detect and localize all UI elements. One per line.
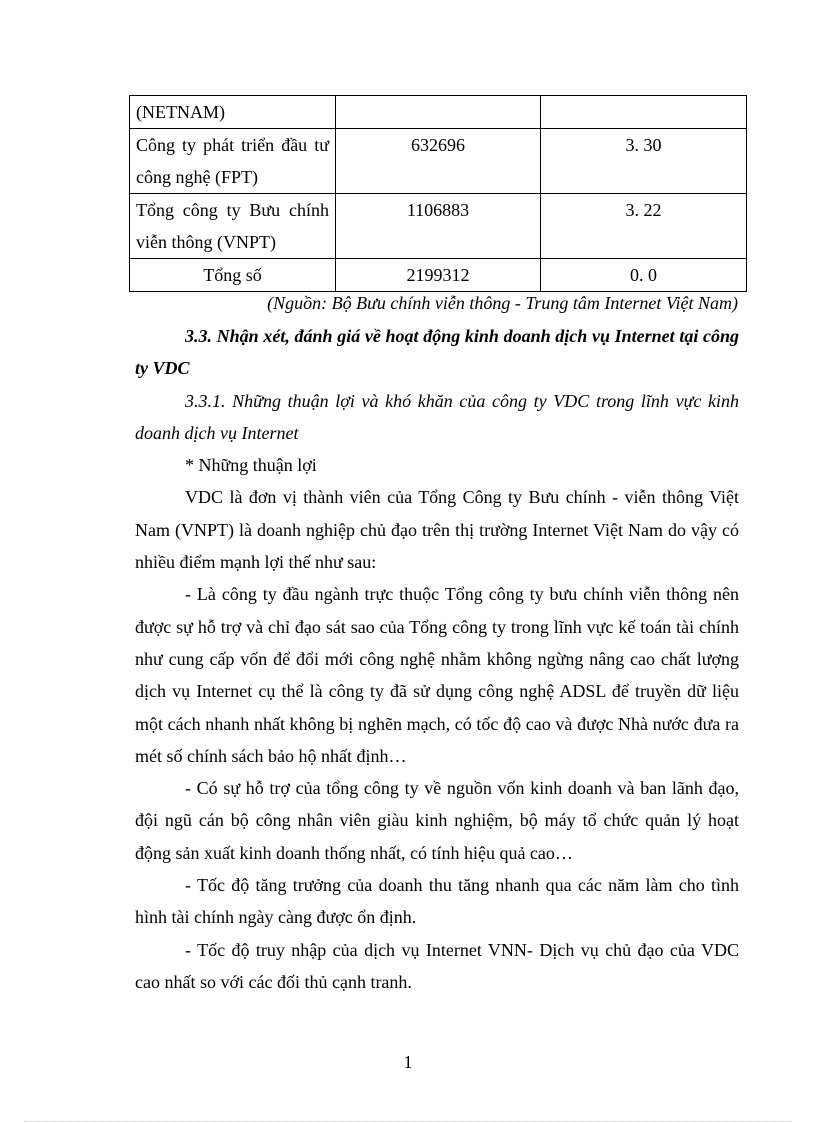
table-cell-subscribers: 1106883 bbox=[336, 194, 541, 259]
table-row bbox=[130, 129, 747, 194]
table-cell-share: 3. 30 bbox=[541, 129, 747, 194]
table-row bbox=[130, 96, 747, 129]
table-cell-share bbox=[541, 96, 747, 129]
table-cell-subscribers: 632696 bbox=[336, 129, 541, 194]
table-source-note: (Nguồn: Bộ Bưu chính viễn thông - Trung tâm Internet Việt Nam) bbox=[267, 293, 738, 313]
paragraph: - Tốc độ truy nhập của dịch vụ Internet VNN- Dịch vụ chủ đạo của VDC cao nhất so với các đối thủ cạnh tranh. bbox=[135, 939, 739, 992]
document-body bbox=[135, 320, 739, 998]
paragraph: VDC là đơn vị thành viên của Tổng Công ty Bưu chính - viễn thông Việt Nam (VNPT) là doanh nghiệp chủ đạo trên thị trường Internet Việt Nam do vậy có nhiều điểm mạnh lợi thế như sau: bbox=[135, 487, 739, 573]
subsection-heading: 3.3.1. Những thuận lợi và khó khăn của công ty VDC trong lĩnh vực kinh doanh dịch vụ Internet bbox=[135, 390, 739, 443]
paragraph: - Có sự hỗ trợ của tổng công ty về nguồn vốn kinh doanh và ban lãnh đạo, đội ngũ cán bộ công nhân viên giàu kinh nghiệm, bộ máy tổ chức quản lý hoạt động sản xuất kinh doanh thống nhất, có tính hiệu quả cao… bbox=[135, 778, 739, 863]
table-cell-name: Tổng công ty Bưu chính viễn thông (VNPT) bbox=[130, 194, 336, 259]
table-row bbox=[130, 194, 747, 259]
page-number: 1 bbox=[403, 1052, 413, 1072]
page-edge-divider bbox=[24, 1121, 792, 1122]
table-cell-subscribers bbox=[336, 96, 541, 129]
section-heading: 3.3. Nhận xét, đánh giá về hoạt động kinh doanh dịch vụ Internet tại công ty VDC bbox=[135, 326, 739, 379]
table-cell-subscribers: 2199312 bbox=[336, 259, 541, 292]
table-cell-share: 0. 0 bbox=[541, 259, 747, 292]
advantages-label: * Những thuận lợi bbox=[185, 455, 317, 476]
paragraph: - Tốc độ tăng trưởng của doanh thu tăng nhanh qua các năm làm cho tình hình tài chính ngày càng được ổn định. bbox=[135, 875, 739, 928]
table-row-total bbox=[130, 259, 747, 292]
table-cell-name: Công ty phát triển đầu tư công nghệ (FPT) bbox=[130, 129, 336, 194]
table-cell-name: (NETNAM) bbox=[130, 96, 336, 129]
table-cell-share: 3. 22 bbox=[541, 194, 747, 259]
table-cell-name: Tổng số bbox=[130, 259, 336, 292]
paragraph: - Là công ty đầu ngành trực thuộc Tổng công ty bưu chính viễn thông nên được sự hỗ trợ và chỉ đạo sát sao của Tổng công ty trong lĩnh vực kế toán tài chính như cung cấp vốn để đổi mới công nghệ nhằm không ngừng nâng cao chất lượng dịch vụ Internet cụ thể là công ty đã sử dụng công nghệ ADSL để truyền dữ liệu một cách nhanh nhất không bị nghẽn mạch, có tốc độ cao và được Nhà nước đưa ra mét số chính sách bảo hộ nhất định… bbox=[135, 584, 739, 766]
market-share-table bbox=[129, 95, 747, 292]
